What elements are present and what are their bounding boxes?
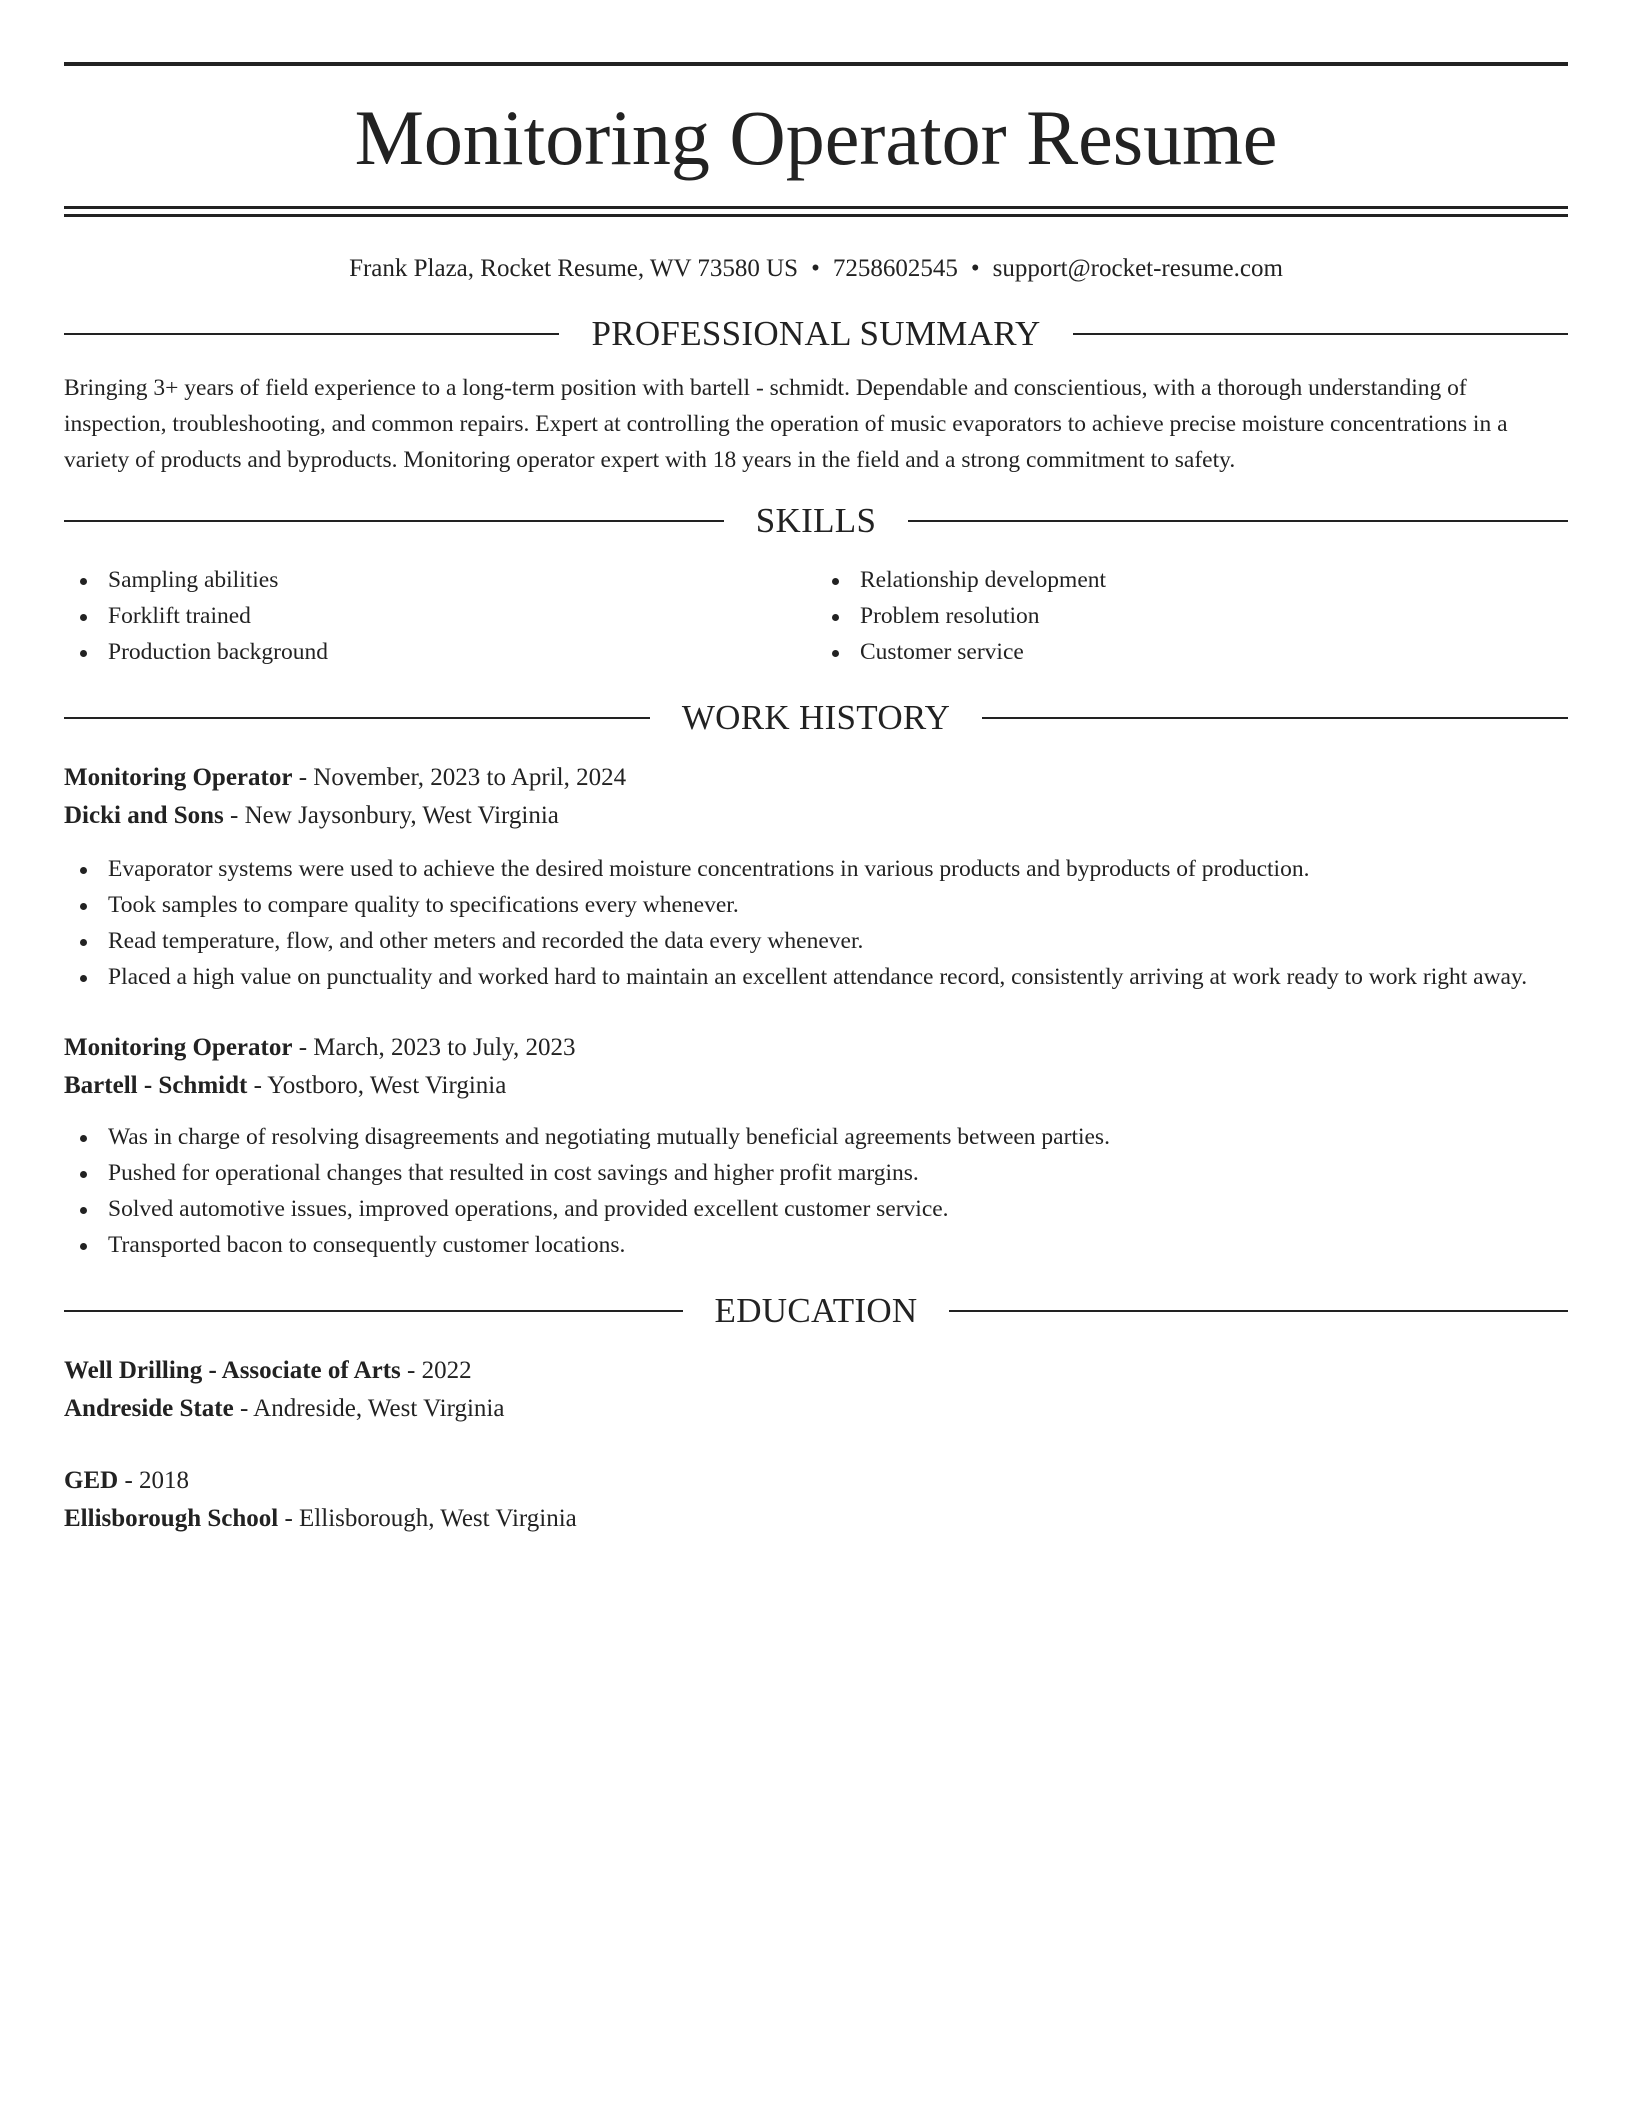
job-company-line bbox=[64, 797, 1568, 835]
heading-rule-right bbox=[1073, 333, 1568, 335]
top-rule bbox=[64, 62, 1568, 66]
degree-year: - 2018 bbox=[118, 1467, 190, 1494]
degree-line bbox=[64, 1462, 1568, 1500]
work-section-heading bbox=[64, 700, 1568, 735]
contact-address: Frank Plaza, Rocket Resume, WV 73580 US bbox=[349, 255, 799, 282]
job-dates: - November, 2023 to April, 2024 bbox=[292, 764, 627, 791]
job-bullets bbox=[64, 1119, 1568, 1263]
job-title-line bbox=[64, 759, 1568, 797]
job-company: Bartell - Schmidt bbox=[64, 1072, 248, 1099]
education-entry bbox=[64, 1462, 1568, 1538]
heading-rule-left bbox=[64, 717, 650, 719]
resume-title: Monitoring Operator Resume bbox=[354, 94, 1278, 181]
contact-separator: • bbox=[811, 255, 820, 282]
work-heading: WORK HISTORY bbox=[681, 698, 951, 737]
degree-year: - 2022 bbox=[400, 1357, 472, 1384]
job-bullet: Solved automotive issues, improved operations, and provided excellent customer service. bbox=[64, 1191, 1568, 1227]
job-location: - Yostboro, West Virginia bbox=[247, 1072, 507, 1099]
job-dates: - March, 2023 to July, 2023 bbox=[292, 1034, 576, 1061]
skill-item: Forklift trained bbox=[64, 598, 816, 634]
skills-column-right bbox=[816, 562, 1568, 670]
job-entry bbox=[64, 1029, 1568, 1263]
skill-item: Relationship development bbox=[816, 562, 1568, 598]
summary-section-heading bbox=[64, 316, 1568, 351]
education-heading: EDUCATION bbox=[714, 1291, 918, 1330]
skill-item: Customer service bbox=[816, 634, 1568, 670]
heading-rule-right bbox=[949, 1310, 1568, 1312]
summary-heading: PROFESSIONAL SUMMARY bbox=[591, 314, 1041, 353]
skills-section-heading bbox=[64, 503, 1568, 538]
job-bullet: Transported bacon to consequently customer locations. bbox=[64, 1227, 1568, 1263]
contact-line bbox=[64, 254, 1568, 284]
school-location: - Ellisborough, West Virginia bbox=[278, 1505, 577, 1532]
job-entry bbox=[64, 759, 1568, 995]
education-section-heading bbox=[64, 1293, 1568, 1328]
title-double-rule bbox=[64, 206, 1568, 217]
skill-item: Production background bbox=[64, 634, 816, 670]
school: Andreside State bbox=[64, 1395, 234, 1422]
heading-rule-right bbox=[908, 520, 1568, 522]
contact-email: support@rocket-resume.com bbox=[992, 255, 1283, 282]
job-bullet: Evaporator systems were used to achieve the desired moisture concentrations in various products and byproducts of production. bbox=[64, 851, 1568, 887]
skills-list bbox=[64, 562, 1568, 670]
degree-line bbox=[64, 1352, 1568, 1390]
heading-rule-left bbox=[64, 333, 559, 335]
job-company-line bbox=[64, 1067, 1568, 1105]
school: Ellisborough School bbox=[64, 1505, 279, 1532]
degree: Well Drilling - Associate of Arts bbox=[64, 1357, 401, 1384]
school-line bbox=[64, 1390, 1568, 1428]
school-location: - Andreside, West Virginia bbox=[233, 1395, 505, 1422]
job-title: Monitoring Operator bbox=[64, 1034, 293, 1061]
school-line bbox=[64, 1500, 1568, 1538]
skills-heading: SKILLS bbox=[755, 501, 877, 540]
job-location: - New Jaysonbury, West Virginia bbox=[223, 802, 559, 829]
degree: GED bbox=[64, 1467, 119, 1494]
summary-text: Bringing 3+ years of field experience to a long-term position with bartell - schmidt. Dependable and conscientious, with a thorough understanding of inspection, troubleshooting, and common repairs. Expert at controlling the operation of music evaporators to achieve precise moisture concentrations in a variety of products and byproducts. Monitoring operator expert with 18 years in the field and a strong commitment to safety. bbox=[64, 375, 1508, 473]
skill-item: Sampling abilities bbox=[64, 562, 816, 598]
education-entry bbox=[64, 1352, 1568, 1428]
contact-separator: • bbox=[970, 255, 980, 282]
job-company: Dicki and Sons bbox=[64, 802, 224, 829]
job-bullet: Took samples to compare quality to specifications every whenever. bbox=[64, 887, 1568, 923]
heading-rule-left bbox=[64, 520, 724, 522]
skill-item: Problem resolution bbox=[816, 598, 1568, 634]
job-title: Monitoring Operator bbox=[64, 764, 293, 791]
heading-rule-right bbox=[982, 717, 1568, 719]
heading-rule-left bbox=[64, 1310, 683, 1312]
job-bullet: Read temperature, flow, and other meters and recorded the data every whenever. bbox=[64, 923, 1568, 959]
job-bullet: Pushed for operational changes that resulted in cost savings and higher profit margins. bbox=[64, 1155, 1568, 1191]
contact-phone: 7258602545 bbox=[832, 255, 958, 282]
job-title-line bbox=[64, 1029, 1568, 1067]
job-bullets bbox=[64, 851, 1568, 995]
job-bullet: Placed a high value on punctuality and worked hard to maintain an excellent attendance record, consistently arriving at work ready to work right away. bbox=[64, 959, 1568, 995]
job-bullet: Was in charge of resolving disagreements and negotiating mutually beneficial agreements between parties. bbox=[64, 1119, 1568, 1155]
skills-column-left bbox=[64, 562, 816, 670]
